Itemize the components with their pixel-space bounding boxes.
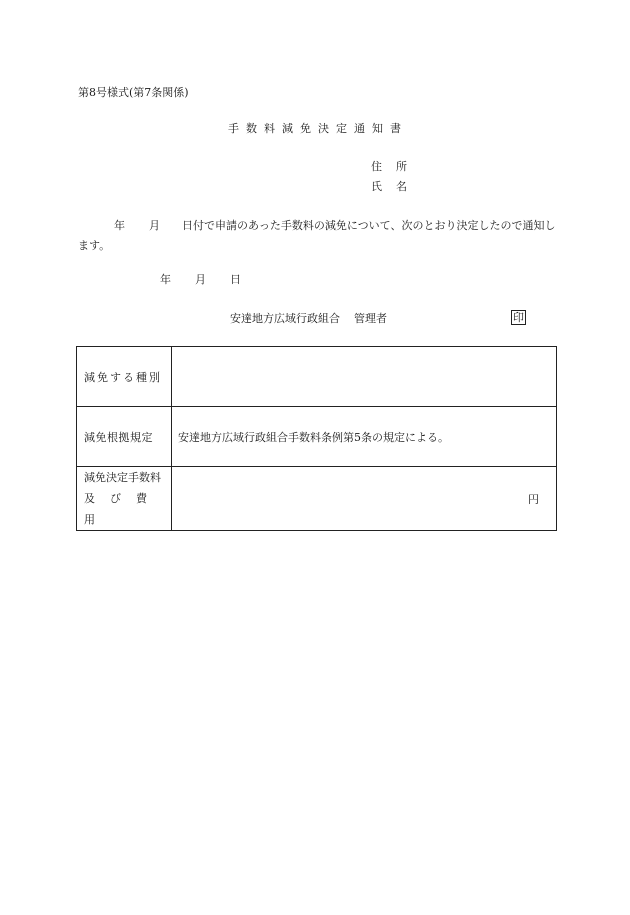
seal-mark: 印 bbox=[513, 311, 524, 324]
fee-value-cell bbox=[172, 467, 557, 531]
notice-body-text bbox=[78, 216, 556, 256]
fee-label bbox=[77, 467, 171, 530]
address-label-char-2: 所 bbox=[396, 160, 407, 173]
issue-date-line bbox=[160, 274, 241, 285]
issuer-organization: 安達地方広域行政組合 bbox=[230, 312, 340, 325]
reduction-type-label: 減免する種別 bbox=[84, 370, 162, 384]
table-row bbox=[77, 347, 557, 407]
address-label-char-1: 住 bbox=[371, 160, 382, 173]
reduction-type-value-cell bbox=[172, 347, 557, 407]
recipient-name-label bbox=[371, 181, 407, 192]
issuer-line bbox=[230, 313, 387, 324]
table-row bbox=[77, 467, 557, 531]
fee-unit-yen: 円 bbox=[528, 492, 539, 506]
date-day: 日 bbox=[230, 273, 241, 286]
body-month: 月 bbox=[149, 219, 160, 232]
legal-basis-label: 減免根拠規定 bbox=[84, 430, 153, 444]
fee-label-line-2: 及び費用 bbox=[84, 492, 162, 526]
legal-basis-value: 安達地方広域行政組合手数料条例第5条の規定による。 bbox=[178, 430, 449, 444]
legal-basis-label-cell bbox=[77, 407, 172, 467]
body-text: 日付で申請のあった手数料の減免について、次のとおり決定したので通知します。 bbox=[78, 219, 556, 252]
date-year: 年 bbox=[160, 273, 171, 286]
form-number: 第8号様式(第7条関係) bbox=[78, 86, 189, 99]
legal-basis-value-cell bbox=[172, 407, 557, 467]
document-title: 手数料減免決定通知書 bbox=[228, 122, 408, 135]
recipient-address-label bbox=[371, 161, 407, 172]
fee-label-line-1: 減免決定手数料 bbox=[84, 471, 161, 484]
reduction-type-label-cell bbox=[77, 347, 172, 407]
name-label-char-1: 氏 bbox=[371, 180, 382, 193]
issuer-role: 管理者 bbox=[354, 312, 387, 325]
name-label-char-2: 名 bbox=[396, 180, 407, 193]
fee-label-cell bbox=[77, 467, 172, 531]
table-row bbox=[77, 407, 557, 467]
date-month: 月 bbox=[195, 273, 206, 286]
body-year: 年 bbox=[114, 219, 125, 232]
detail-table bbox=[76, 346, 557, 531]
